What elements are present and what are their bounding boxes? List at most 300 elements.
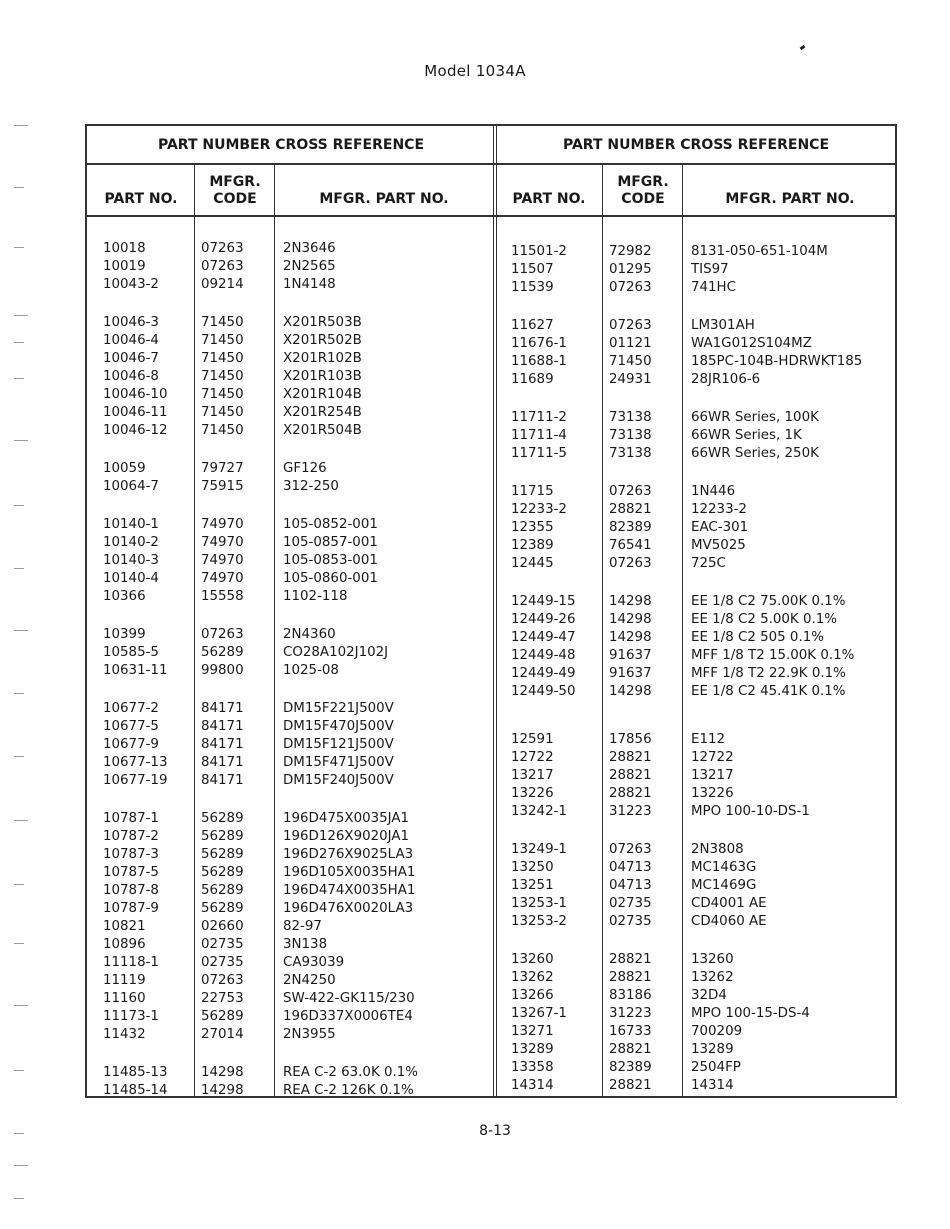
table-row (87, 516, 495, 534)
mfgr-part-no-cell: MC1463G (691, 860, 757, 875)
table-row (87, 1064, 495, 1082)
mfgr-code-cell: 28821 (609, 786, 652, 801)
mfgr-code-cell: 16733 (609, 1024, 652, 1039)
part-no-cell: 10018 (103, 241, 146, 256)
part-no-cell: 10046-10 (103, 387, 168, 402)
mfgr-part-no-cell: 2N4250 (283, 973, 336, 988)
table-row (495, 731, 897, 749)
part-no-cell: 12722 (511, 750, 554, 765)
mfgr-part-no-cell: 13262 (691, 970, 734, 985)
table-row (495, 537, 897, 555)
margin-edge-mark (14, 568, 24, 569)
mfgr-code-cell: 73138 (609, 446, 652, 461)
mfgr-part-no-cell: DM15F240J500V (283, 773, 394, 788)
table-row (87, 588, 495, 606)
mfgr-code-cell: 07263 (201, 259, 244, 274)
margin-edge-mark (14, 1005, 28, 1006)
table-row (495, 969, 897, 987)
table-row (87, 864, 495, 882)
mfgr-part-no-cell: 28JR106-6 (691, 372, 761, 387)
table-row (495, 987, 897, 1005)
mfgr-code-cell: 71450 (201, 369, 244, 384)
mfgr-code-cell: 07263 (609, 556, 652, 571)
part-no-cell: 11676-1 (511, 336, 567, 351)
table-row (495, 629, 897, 647)
mfgr-part-no-cell: DM15F221J500V (283, 701, 394, 716)
mfgr-code-cell: 14298 (609, 594, 652, 609)
mfgr-code-cell: 02735 (201, 937, 244, 952)
mfgr-part-no-cell: EE 1/8 C2 5.00K 0.1% (691, 612, 837, 627)
table-row (495, 683, 897, 701)
mfgr-part-no-cell: 196D105X0035HA1 (283, 865, 416, 880)
table-row (495, 665, 897, 683)
part-no-cell: 11711-5 (511, 446, 567, 461)
mfgr-part-no-cell: 14314 (691, 1078, 734, 1093)
table-row (495, 803, 897, 821)
part-no-cell: 13260 (511, 952, 554, 967)
mfgr-part-no-cell: 13217 (691, 768, 734, 783)
margin-edge-mark (14, 315, 28, 316)
margin-edge-mark (14, 1165, 28, 1166)
mfgr-code-cell: 28821 (609, 970, 652, 985)
mfgr-part-no-cell: EE 1/8 C2 75.00K 0.1% (691, 594, 846, 609)
part-no-cell: 13358 (511, 1060, 554, 1075)
mfgr-part-no-cell: 105-0853-001 (283, 553, 378, 568)
table-row (495, 767, 897, 785)
mfgr-code-cell: 74970 (201, 553, 244, 568)
mfgr-part-no-cell: X201R503B (283, 315, 362, 330)
table-row (495, 913, 897, 931)
margin-edge-mark (14, 440, 28, 441)
mfgr-part-no-cell: TIS97 (691, 262, 729, 277)
mfgr-code-cell: 73138 (609, 410, 652, 425)
right-header-mfgr-code: MFGR. CODE (617, 174, 669, 207)
mfgr-part-no-cell: 66WR Series, 250K (691, 446, 819, 461)
table-row (87, 846, 495, 864)
part-no-cell: 11711-4 (511, 428, 567, 443)
mfgr-part-no-cell: 66WR Series, 1K (691, 428, 802, 443)
mfgr-code-cell: 02735 (609, 896, 652, 911)
part-no-cell: 13242-1 (511, 804, 567, 819)
table-row (87, 990, 495, 1008)
table-row (495, 877, 897, 895)
mfgr-part-no-cell: 3N138 (283, 937, 328, 952)
margin-edge-mark (14, 820, 28, 821)
mfgr-code-cell: 28821 (609, 768, 652, 783)
mfgr-code-cell: 24931 (609, 372, 652, 387)
mfgr-code-cell: 71450 (201, 387, 244, 402)
mfgr-code-cell: 74970 (201, 517, 244, 532)
mfgr-part-no-cell: CD4060 AE (691, 914, 767, 929)
table-row (495, 785, 897, 803)
margin-edge-mark (14, 1198, 24, 1199)
mfgr-part-no-cell: EAC-301 (691, 520, 749, 535)
mfgr-code-cell: 07263 (609, 484, 652, 499)
table-row (495, 859, 897, 877)
margin-edge-mark (14, 756, 24, 757)
mfgr-part-no-cell: 2N3955 (283, 1027, 336, 1042)
mfgr-part-no-cell: 700209 (691, 1024, 743, 1039)
mfgr-code-cell: 83186 (609, 988, 652, 1003)
table-row (495, 243, 897, 261)
part-no-cell: 12445 (511, 556, 554, 571)
mfgr-part-no-cell: 185PC-104B-HDRWKT185 (691, 354, 863, 369)
mfgr-code-cell: 99800 (201, 663, 244, 678)
table-row (87, 626, 495, 644)
mfgr-code-cell: 14298 (609, 612, 652, 627)
mfgr-code-cell: 04713 (609, 878, 652, 893)
part-no-cell: 10787-9 (103, 901, 159, 916)
table-row (87, 404, 495, 422)
part-no-cell: 10677-13 (103, 755, 168, 770)
mfgr-code-cell: 14298 (609, 684, 652, 699)
part-no-cell: 13267-1 (511, 1006, 567, 1021)
part-no-cell: 13249-1 (511, 842, 567, 857)
mfgr-part-no-cell: MPO 100-10-DS-1 (691, 804, 810, 819)
mfgr-part-no-cell: 8131-050-651-104M (691, 244, 828, 259)
part-no-cell: 11485-14 (103, 1083, 168, 1098)
part-no-cell: 11715 (511, 484, 554, 499)
table-row (495, 279, 897, 297)
part-no-cell: 10046-11 (103, 405, 168, 420)
table-row (495, 501, 897, 519)
table-row (87, 882, 495, 900)
table-row (87, 314, 495, 332)
part-no-cell: 13262 (511, 970, 554, 985)
left-table-title: PART NUMBER CROSS REFERENCE (87, 126, 495, 165)
table-row (87, 350, 495, 368)
part-no-cell: 13266 (511, 988, 554, 1003)
part-no-cell: 12591 (511, 732, 554, 747)
part-no-cell: 10043-2 (103, 277, 159, 292)
part-no-cell: 10677-19 (103, 773, 168, 788)
table-row (87, 534, 495, 552)
stray-ink-mark (800, 45, 806, 50)
table-row (495, 483, 897, 501)
mfgr-part-no-cell: 2N3646 (283, 241, 336, 256)
margin-edge-mark (14, 630, 28, 631)
mfgr-part-no-cell: 12722 (691, 750, 734, 765)
part-no-cell: 12355 (511, 520, 554, 535)
part-no-cell: 10787-5 (103, 865, 159, 880)
mfgr-code-cell: 84171 (201, 755, 244, 770)
mfgr-part-no-cell: 105-0852-001 (283, 517, 378, 532)
mfgr-part-no-cell: 1N4148 (283, 277, 336, 292)
mfgr-part-no-cell: E112 (691, 732, 726, 747)
table-row (495, 371, 897, 389)
mfgr-code-cell: 91637 (609, 648, 652, 663)
mfgr-code-cell: 74970 (201, 571, 244, 586)
left-half (87, 126, 495, 1096)
mfgr-code-cell: 07263 (201, 627, 244, 642)
mfgr-part-no-cell: 105-0860-001 (283, 571, 378, 586)
mfgr-part-no-cell: X201R104B (283, 387, 362, 402)
part-no-cell: 13251 (511, 878, 554, 893)
mfgr-code-cell: 07263 (609, 842, 652, 857)
part-no-cell: 11689 (511, 372, 554, 387)
mfgr-code-cell: 75915 (201, 479, 244, 494)
table-row (87, 700, 495, 718)
mfgr-part-no-cell: X201R103B (283, 369, 362, 384)
table-row (87, 662, 495, 680)
mfgr-code-cell: 17856 (609, 732, 652, 747)
mfgr-part-no-cell: X201R102B (283, 351, 362, 366)
mfgr-part-no-cell: CA93039 (283, 955, 345, 970)
right-table-title: PART NUMBER CROSS REFERENCE (495, 126, 897, 165)
mfgr-part-no-cell: 12233-2 (691, 502, 747, 517)
mfgr-code-cell: 76541 (609, 538, 652, 553)
table-row (87, 552, 495, 570)
mfgr-code-cell: 28821 (609, 1078, 652, 1093)
table-row (87, 736, 495, 754)
table-row (495, 951, 897, 969)
right-half (495, 126, 897, 1096)
part-no-cell: 12233-2 (511, 502, 567, 517)
mfgr-code-cell: 71450 (201, 333, 244, 348)
mfgr-code-cell: 14298 (201, 1083, 244, 1098)
mfgr-part-no-cell: MPO 100-15-DS-4 (691, 1006, 810, 1021)
part-no-cell: 11119 (103, 973, 146, 988)
mfgr-part-no-cell: DM15F470J500V (283, 719, 394, 734)
mfgr-code-cell: 01121 (609, 336, 652, 351)
table-row (87, 368, 495, 386)
mfgr-code-cell: 02735 (609, 914, 652, 929)
mfgr-code-cell: 07263 (201, 241, 244, 256)
mfgr-part-no-cell: MC1469G (691, 878, 757, 893)
part-no-cell: 10046-3 (103, 315, 159, 330)
part-no-cell: 10046-12 (103, 423, 168, 438)
mfgr-part-no-cell: X201R254B (283, 405, 362, 420)
part-no-cell: 10059 (103, 461, 146, 476)
mfgr-part-no-cell: 13226 (691, 786, 734, 801)
mfgr-part-no-cell: SW-422-GK115/230 (283, 991, 415, 1006)
part-no-cell: 13226 (511, 786, 554, 801)
cross-reference-table (85, 124, 897, 1098)
mfgr-part-no-cell: EE 1/8 C2 505 0.1% (691, 630, 824, 645)
margin-edge-mark (14, 1070, 24, 1071)
mfgr-part-no-cell: MFF 1/8 T2 22.9K 0.1% (691, 666, 846, 681)
part-no-cell: 12389 (511, 538, 554, 553)
mfgr-code-cell: 84171 (201, 719, 244, 734)
mfgr-part-no-cell: 13260 (691, 952, 734, 967)
part-no-cell: 10046-7 (103, 351, 159, 366)
mfgr-code-cell: 56289 (201, 883, 244, 898)
table-row (87, 460, 495, 478)
mfgr-code-cell: 31223 (609, 804, 652, 819)
part-no-cell: 10140-1 (103, 517, 159, 532)
part-no-cell: 12449-15 (511, 594, 576, 609)
table-row (495, 1077, 897, 1095)
mfgr-code-cell: 84171 (201, 737, 244, 752)
table-row (87, 810, 495, 828)
mfgr-code-cell: 56289 (201, 1009, 244, 1024)
margin-edge-mark (14, 247, 24, 248)
left-header-mfgr-code: MFGR. CODE (209, 174, 261, 207)
mfgr-code-cell: 71450 (201, 315, 244, 330)
mfgr-code-cell: 82389 (609, 520, 652, 535)
mfgr-code-cell: 15558 (201, 589, 244, 604)
right-column-headers (495, 165, 897, 217)
part-no-cell: 11688-1 (511, 354, 567, 369)
left-header-mfgr-part-no: MFGR. PART NO. (319, 191, 449, 207)
mfgr-part-no-cell: GF126 (283, 461, 327, 476)
table-row (87, 644, 495, 662)
part-no-cell: 10821 (103, 919, 146, 934)
table-row (495, 647, 897, 665)
table-row (87, 954, 495, 972)
part-no-cell: 11118-1 (103, 955, 159, 970)
table-row (87, 1026, 495, 1044)
table-row (495, 317, 897, 335)
part-no-cell: 11160 (103, 991, 146, 1006)
right-header-mfgr-part-no: MFGR. PART NO. (725, 191, 855, 207)
right-header-part-no: PART NO. (512, 191, 586, 207)
mfgr-code-cell: 71450 (201, 423, 244, 438)
mfgr-part-no-cell: 2504FP (691, 1060, 741, 1075)
part-no-cell: 13250 (511, 860, 554, 875)
mfgr-part-no-cell: 1N446 (691, 484, 736, 499)
mfgr-code-cell: 02735 (201, 955, 244, 970)
table-row (87, 276, 495, 294)
mfgr-part-no-cell: 196D474X0035HA1 (283, 883, 416, 898)
table-row (87, 972, 495, 990)
part-no-cell: 10787-3 (103, 847, 159, 862)
table-row (87, 918, 495, 936)
table-row (495, 593, 897, 611)
part-no-cell: 13253-2 (511, 914, 567, 929)
mfgr-part-no-cell: 196D337X0006TE4 (283, 1009, 413, 1024)
part-no-cell: 10019 (103, 259, 146, 274)
mfgr-code-cell: 72982 (609, 244, 652, 259)
mfgr-part-no-cell: X201R504B (283, 423, 362, 438)
table-row (495, 555, 897, 573)
part-no-cell: 10140-2 (103, 535, 159, 550)
mfgr-code-cell: 07263 (201, 973, 244, 988)
mfgr-code-cell: 79727 (201, 461, 244, 476)
part-no-cell: 13289 (511, 1042, 554, 1057)
table-row (495, 841, 897, 859)
part-no-cell: 10787-8 (103, 883, 159, 898)
part-no-cell: 12449-49 (511, 666, 576, 681)
part-no-cell: 10140-4 (103, 571, 159, 586)
mfgr-code-cell: 91637 (609, 666, 652, 681)
mfgr-part-no-cell: 196D126X9020JA1 (283, 829, 410, 844)
mfgr-code-cell: 74970 (201, 535, 244, 550)
part-no-cell: 10631-11 (103, 663, 168, 678)
table-row (87, 828, 495, 846)
table-row (87, 900, 495, 918)
mfgr-code-cell: 28821 (609, 750, 652, 765)
table-row (495, 611, 897, 629)
mfgr-part-no-cell: DM15F471J500V (283, 755, 394, 770)
table-row (87, 422, 495, 440)
mfgr-part-no-cell: CO28A102J102J (283, 645, 389, 660)
mfgr-code-cell: 56289 (201, 645, 244, 660)
mfgr-code-cell: 56289 (201, 901, 244, 916)
margin-edge-mark (14, 1133, 24, 1134)
mfgr-part-no-cell: 196D475X0035JA1 (283, 811, 410, 826)
table-row (87, 1082, 495, 1100)
table-row (495, 749, 897, 767)
margin-edge-mark (14, 378, 24, 379)
part-no-cell: 14314 (511, 1078, 554, 1093)
mfgr-code-cell: 28821 (609, 1042, 652, 1057)
mfgr-part-no-cell: 1102-118 (283, 589, 348, 604)
table-row (495, 427, 897, 445)
mfgr-part-no-cell: 105-0857-001 (283, 535, 378, 550)
mfgr-code-cell: 82389 (609, 1060, 652, 1075)
part-no-cell: 11539 (511, 280, 554, 295)
part-no-cell: 10140-3 (103, 553, 159, 568)
margin-edge-mark (14, 884, 24, 885)
left-header-part-no: PART NO. (104, 191, 178, 207)
mfgr-code-cell: 31223 (609, 1006, 652, 1021)
table-row (87, 936, 495, 954)
part-no-cell: 12449-26 (511, 612, 576, 627)
page-number: 8-13 (479, 1123, 511, 1139)
mfgr-code-cell: 07263 (609, 318, 652, 333)
table-row (87, 570, 495, 588)
mfgr-code-cell: 56289 (201, 865, 244, 880)
part-no-cell: 10064-7 (103, 479, 159, 494)
part-no-cell: 13217 (511, 768, 554, 783)
margin-edge-mark (14, 505, 24, 506)
mfgr-code-cell: 71450 (609, 354, 652, 369)
mfgr-part-no-cell: 2N3808 (691, 842, 744, 857)
mfgr-part-no-cell: REA C-2 63.0K 0.1% (283, 1065, 419, 1080)
part-no-cell: 10399 (103, 627, 146, 642)
table-row (87, 718, 495, 736)
mfgr-code-cell: 09214 (201, 277, 244, 292)
table-row (87, 1008, 495, 1026)
part-no-cell: 11173-1 (103, 1009, 159, 1024)
part-no-cell: 11485-13 (103, 1065, 168, 1080)
margin-edge-mark (14, 342, 24, 343)
mfgr-part-no-cell: 741HC (691, 280, 736, 295)
table-row (495, 409, 897, 427)
table-row (495, 895, 897, 913)
part-no-cell: 10677-5 (103, 719, 159, 734)
mfgr-code-cell: 71450 (201, 405, 244, 420)
mfgr-code-cell: 07263 (609, 280, 652, 295)
mfgr-part-no-cell: 82-97 (283, 919, 322, 934)
part-no-cell: 10366 (103, 589, 146, 604)
part-no-cell: 11501-2 (511, 244, 567, 259)
mfgr-part-no-cell: LM301AH (691, 318, 755, 333)
margin-edge-mark (14, 125, 28, 126)
part-no-cell: 11432 (103, 1027, 146, 1042)
table-row (495, 335, 897, 353)
mfgr-part-no-cell: MFF 1/8 T2 15.00K 0.1% (691, 648, 855, 663)
part-no-cell: 10046-8 (103, 369, 159, 384)
part-no-cell: 11627 (511, 318, 554, 333)
table-row (87, 258, 495, 276)
mfgr-part-no-cell: WA1G012S104MZ (691, 336, 812, 351)
part-no-cell: 13271 (511, 1024, 554, 1039)
part-no-cell: 10677-2 (103, 701, 159, 716)
mfgr-code-cell: 28821 (609, 952, 652, 967)
mfgr-part-no-cell: 13289 (691, 1042, 734, 1057)
table-row (495, 519, 897, 537)
mfgr-code-cell: 22753 (201, 991, 244, 1006)
part-no-cell: 10787-1 (103, 811, 159, 826)
mfgr-code-cell: 84171 (201, 773, 244, 788)
part-no-cell: 11711-2 (511, 410, 567, 425)
mfgr-code-cell: 71450 (201, 351, 244, 366)
table-row (87, 754, 495, 772)
page-header-model: Model 1034A (424, 62, 526, 80)
table-row (495, 1041, 897, 1059)
